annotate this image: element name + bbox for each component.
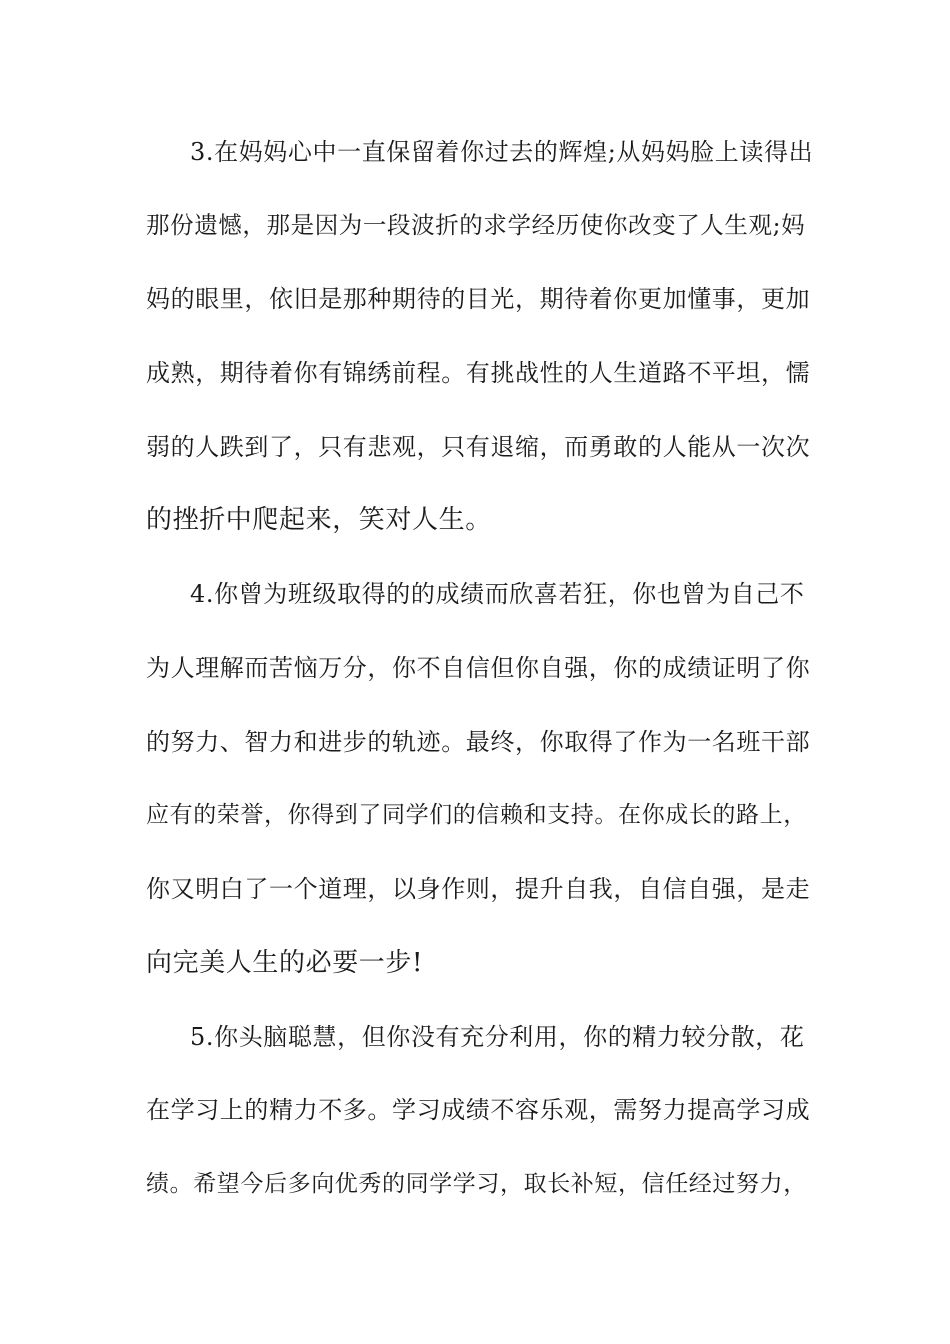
paragraph-4-line-3: 的努力、智力和进步的轨迹。最终，你取得了作为一名班干部 — [146, 728, 811, 756]
paragraph-4-line-5: 你又明白了一个道理，以身作则，提升自我，自信自强，是走 — [146, 875, 811, 903]
paragraph-5-line-1: 5.你头脑聪慧，但你没有充分利用，你的精力较分散，花 — [190, 1023, 805, 1051]
paragraph-3-line-3: 妈的眼里，依旧是那种期待的目光，期待着你更加懂事，更加 — [146, 285, 811, 313]
paragraph-3-line-2: 那份遗憾，那是因为一段波折的求学经历使你改变了人生观;妈 — [146, 211, 806, 239]
paragraph-4-line-4: 应有的荣誉，你得到了同学们的信赖和支持。在你成长的路上， — [146, 802, 807, 828]
paragraph-4-line-1: 4.你曾为班级取得的的成绩而欣喜若狂，你也曾为自己不 — [190, 580, 805, 608]
paragraph-3-line-5: 弱的人跌到了，只有悲观，只有退缩，而勇敢的人能从一次次 — [146, 433, 811, 461]
paragraph-3-line-1: 3.在妈妈心中一直保留着你过去的辉煌;从妈妈脸上读得出 — [190, 138, 814, 166]
paragraph-3-line-4: 成熟，期待着你有锦绣前程。有挑战性的人生道路不平坦，懦 — [146, 359, 811, 387]
paragraph-4-line-6: 向完美人生的必要一步! — [146, 948, 424, 978]
paragraph-5-line-2: 在学习上的精力不多。学习成绩不容乐观，需努力提高学习成 — [146, 1096, 811, 1124]
paragraph-5-line-3: 绩。希望今后多向优秀的同学学习，取长补短，信任经过努力， — [146, 1171, 807, 1197]
paragraph-4-line-2: 为人理解而苦恼万分，你不自信但你自强，你的成绩证明了你 — [146, 654, 811, 682]
paragraph-3-line-6: 的挫折中爬起来，笑对人生。 — [146, 505, 492, 535]
